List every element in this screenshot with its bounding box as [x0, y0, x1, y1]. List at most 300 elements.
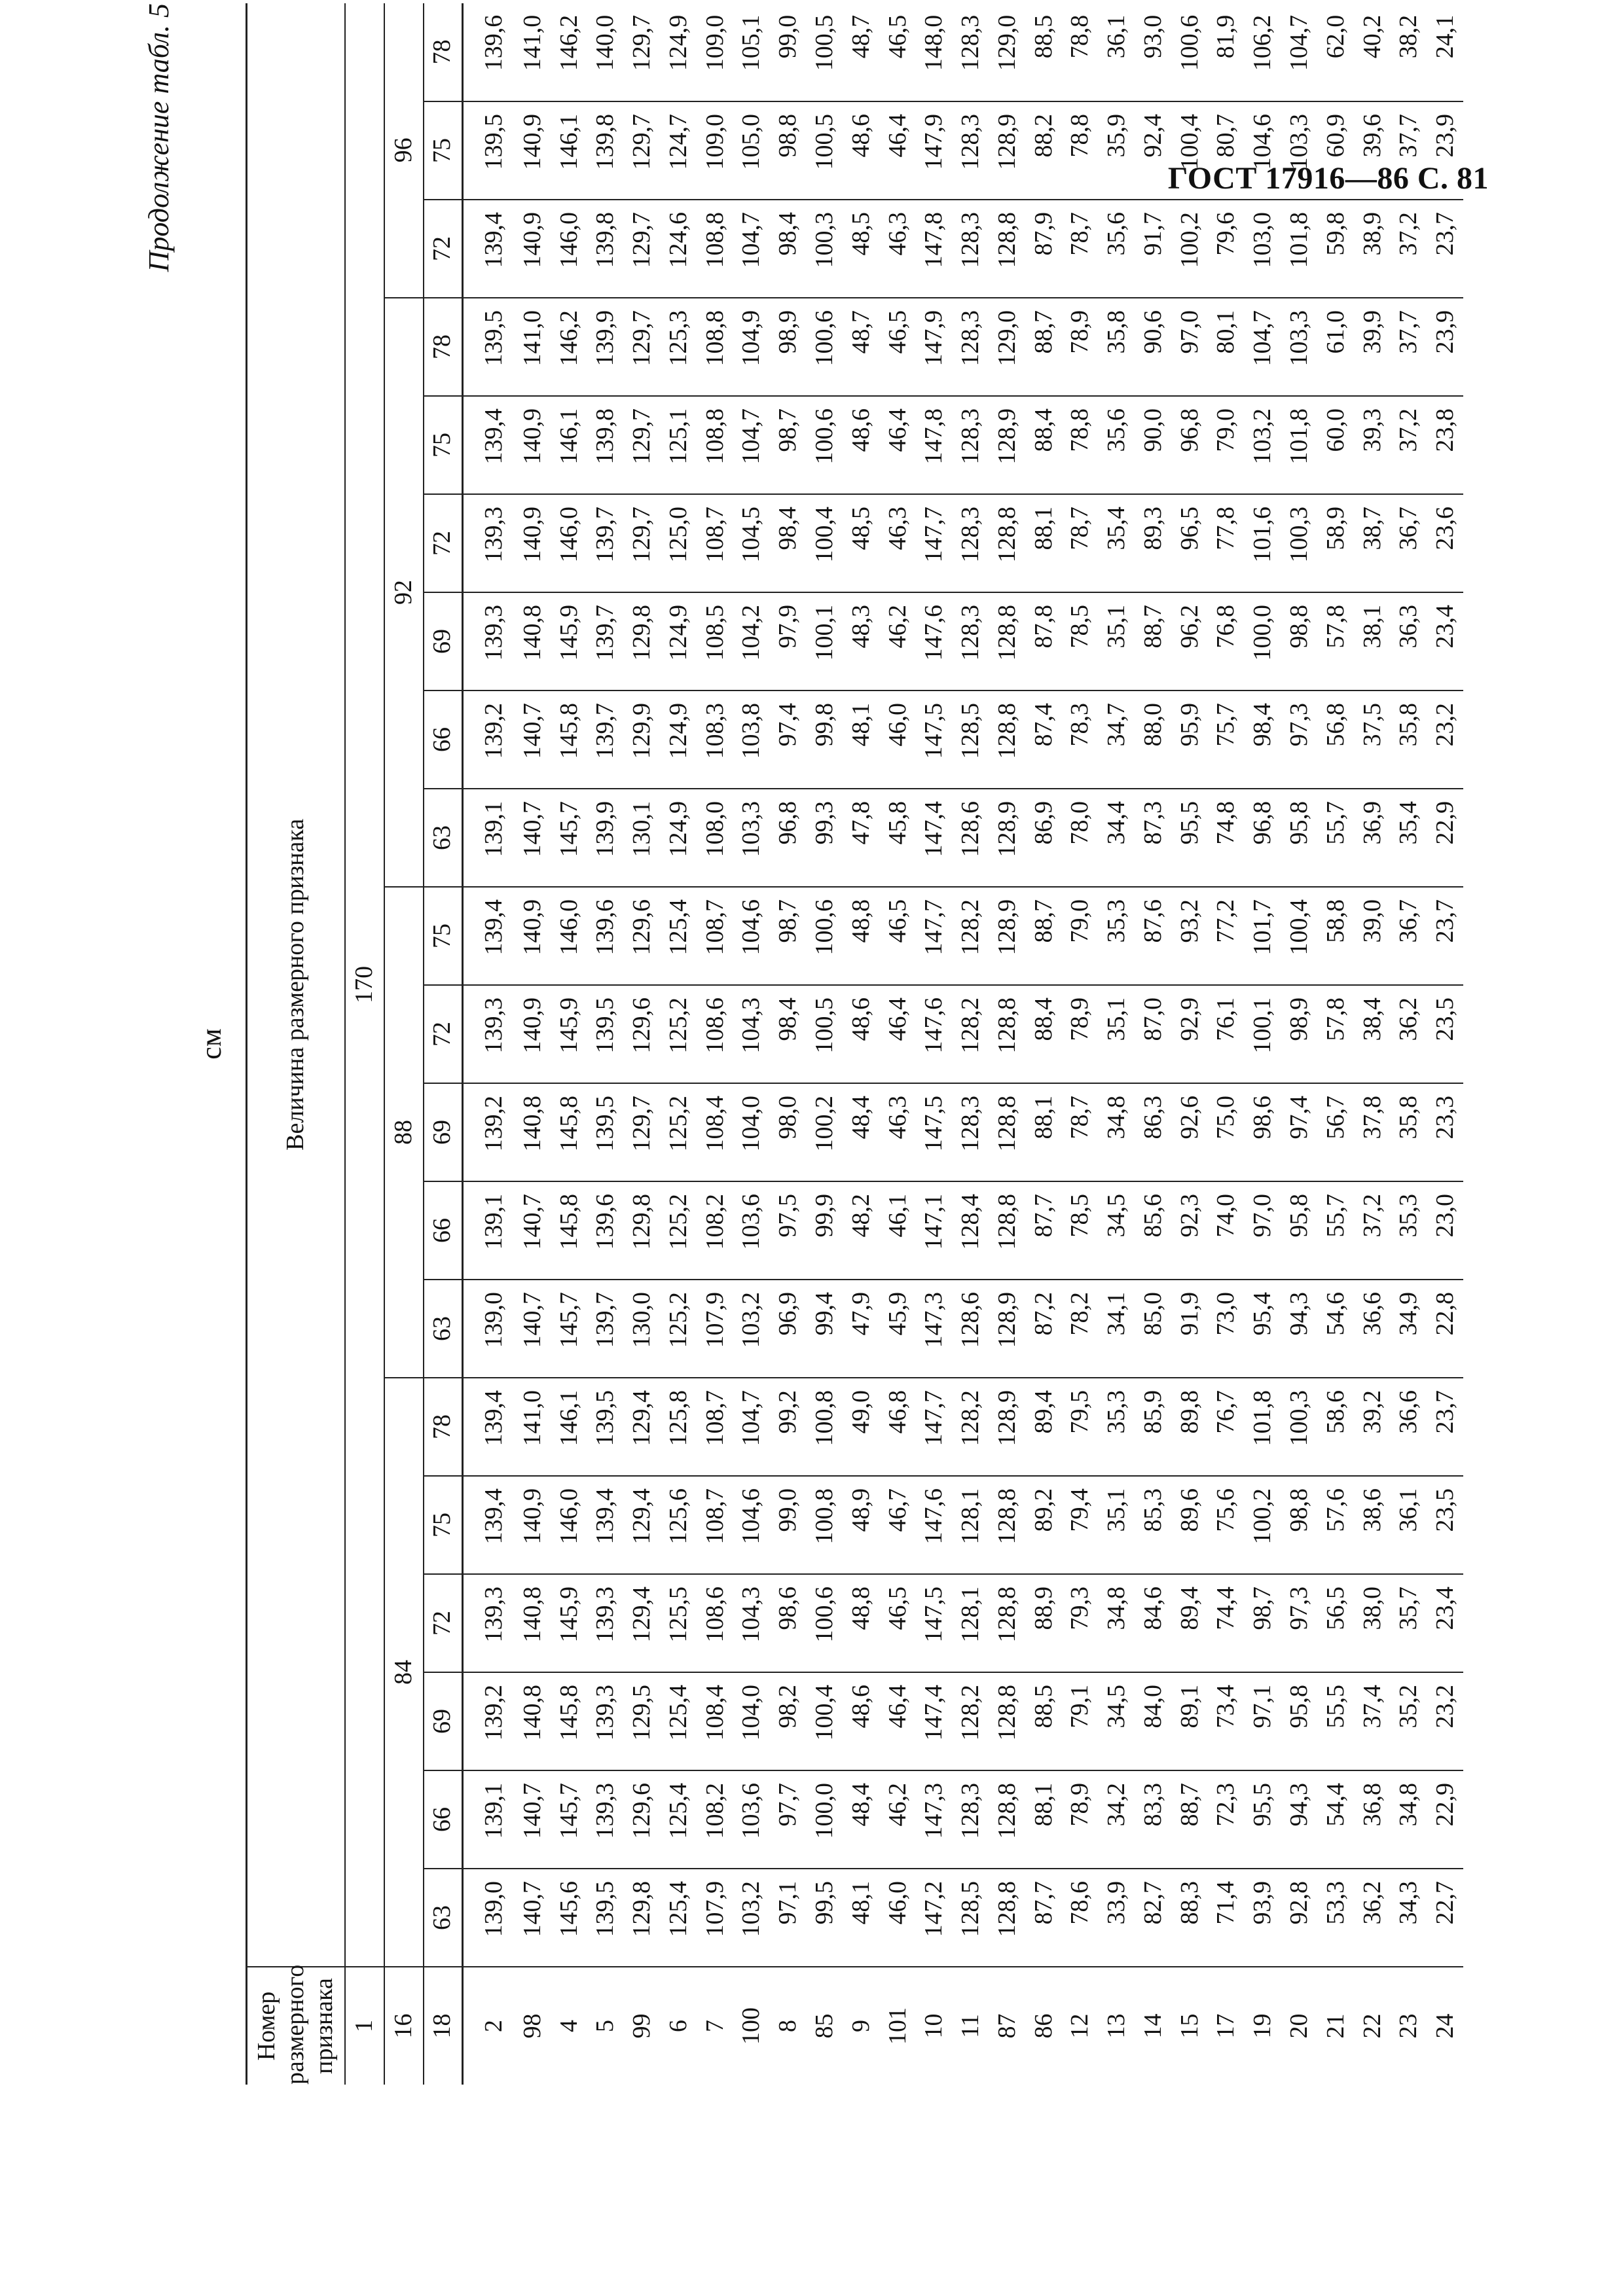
value-cell: 35,8: [1390, 691, 1427, 789]
value-cell: 95,5: [1244, 1770, 1281, 1869]
value-cell: 96,2: [1171, 592, 1208, 691]
row-id: 14: [1135, 1967, 1171, 2085]
value-cell: 145,7: [551, 1770, 587, 1869]
value-cell: 99,9: [806, 1181, 843, 1280]
value-cell: 58,9: [1317, 494, 1354, 592]
value-cell: 101,8: [1244, 1378, 1281, 1476]
value-cell: 100,6: [806, 298, 843, 396]
value-cell: 139,5: [587, 985, 624, 1083]
value-cell: 147,6: [915, 985, 952, 1083]
value-cell: 130,1: [623, 789, 660, 887]
column-header: 72: [424, 1574, 463, 1672]
value-cell: 128,9: [989, 789, 1025, 887]
column-header: 78: [424, 1378, 463, 1476]
value-cell: 98,8: [1281, 592, 1317, 691]
value-cell: 104,0: [733, 1083, 770, 1181]
value-cell: 147,9: [915, 101, 952, 200]
value-cell: 108,8: [697, 298, 733, 396]
value-cell: 104,3: [733, 1574, 770, 1672]
value-cell: 103,3: [733, 789, 770, 887]
value-cell: 141,0: [514, 298, 551, 396]
value-cell: 34,8: [1390, 1770, 1427, 1869]
row-id: 101: [879, 1967, 916, 2085]
value-cell: 48,1: [843, 1869, 879, 1967]
value-cell: 55,5: [1317, 1672, 1354, 1770]
value-cell: 109,0: [697, 101, 733, 200]
value-cell: 147,4: [915, 789, 952, 887]
value-cell: 100,2: [1171, 200, 1208, 298]
value-cell: 139,2: [463, 1083, 515, 1181]
value-cell: 48,9: [843, 1476, 879, 1574]
value-cell: 100,6: [806, 1574, 843, 1672]
value-cell: 89,4: [1171, 1574, 1208, 1672]
value-cell: 139,4: [587, 1476, 624, 1574]
value-cell: 108,4: [697, 1083, 733, 1181]
value-cell: 146,0: [551, 200, 587, 298]
value-cell: 99,2: [769, 1378, 806, 1476]
value-cell: 139,6: [479, 14, 507, 71]
value-cell: 36,2: [1354, 1869, 1391, 1967]
value-cell: 147,6: [915, 1476, 952, 1574]
value-cell: 79,0: [1208, 396, 1245, 494]
value-cell: 56,8: [1317, 691, 1354, 789]
column-header: 63: [424, 1869, 463, 1967]
value-cell: 62,0: [1321, 14, 1349, 59]
value-cell: 97,7: [769, 1770, 806, 1869]
value-cell: 146,0: [551, 887, 587, 985]
value-cell: 128,5: [952, 691, 989, 789]
value-cell: 100,6: [806, 887, 843, 985]
value-cell: 23,4: [1427, 592, 1463, 691]
value-cell: 148,0: [920, 14, 948, 71]
value-cell: 74,8: [1208, 789, 1245, 887]
value-cell: 48,2: [843, 1181, 879, 1280]
row-id: 22: [1354, 1967, 1391, 2085]
value-cell: 128,2: [952, 985, 989, 1083]
value-cell: 128,5: [952, 1869, 989, 1967]
value-cell: 129,4: [623, 1476, 660, 1574]
value-cell: 103,8: [733, 691, 770, 789]
row-id: 13: [1098, 1967, 1135, 2085]
value-cell: 99,4: [806, 1280, 843, 1378]
value-cell: 129,9: [623, 691, 660, 789]
value-cell: 139,0: [463, 1869, 515, 1967]
value-cell: 139,1: [463, 789, 515, 887]
row-id: 8: [769, 1967, 806, 2085]
group-header-170: 170: [345, 3, 384, 1967]
value-cell: 37,8: [1354, 1083, 1391, 1181]
value-cell: 22,7: [1427, 1869, 1463, 1967]
value-cell: 140,7: [514, 1181, 551, 1280]
value-cell: 104,0: [733, 1672, 770, 1770]
value-cell: 84,6: [1135, 1574, 1171, 1672]
value-cell: 98,0: [769, 1083, 806, 1181]
value-cell: 141,0: [518, 14, 546, 71]
value-cell: 83,3: [1135, 1770, 1171, 1869]
measurement-table: [246, 3, 1463, 2085]
value-cell: 140,9: [514, 1476, 551, 1574]
value-cell: 104,6: [733, 887, 770, 985]
value-cell: 128,3: [952, 1770, 989, 1869]
value-cell: 60,0: [1317, 396, 1354, 494]
value-cell: 129,7: [623, 298, 660, 396]
value-cell: 86,9: [1025, 789, 1062, 887]
value-cell: 93,0: [1139, 14, 1167, 59]
value-cell: 145,9: [551, 985, 587, 1083]
column-header: 75: [424, 101, 463, 200]
value-cell: 98,4: [1244, 691, 1281, 789]
value-cell: 79,6: [1208, 200, 1245, 298]
column-header: 69: [424, 592, 463, 691]
value-cell: 98,9: [769, 298, 806, 396]
row-id: 15: [1171, 1967, 1208, 2085]
value-cell: 105,1: [737, 14, 765, 71]
value-cell: 139,8: [587, 200, 624, 298]
value-cell: 139,2: [463, 691, 515, 789]
value-cell: 128,3: [952, 396, 989, 494]
value-cell: 139,7: [587, 1280, 624, 1378]
value-cell: 128,8: [989, 592, 1025, 691]
value-cell: 139,5: [587, 1378, 624, 1476]
value-cell: 34,9: [1390, 1280, 1427, 1378]
value-cell: 98,4: [769, 985, 806, 1083]
value-cell: 125,8: [660, 1378, 697, 1476]
value-cell: 125,2: [660, 1181, 697, 1280]
value-cell: 37,7: [1390, 298, 1427, 396]
subgroup-header-92: 92: [384, 298, 424, 887]
value-cell: 85,6: [1135, 1181, 1171, 1280]
value-cell: 100,5: [811, 14, 839, 71]
value-cell: 128,9: [989, 887, 1025, 985]
table-row: [769, 3, 806, 2085]
value-cell: 57,8: [1317, 985, 1354, 1083]
value-cell: 125,6: [660, 1476, 697, 1574]
value-cell: 129,7: [623, 1083, 660, 1181]
row-id: 24: [1427, 1967, 1463, 2085]
table-row: [915, 3, 952, 2085]
rotated-table-block: [143, 3, 1473, 2085]
value-cell: 139,3: [587, 1672, 624, 1770]
value-cell: 95,8: [1281, 1181, 1317, 1280]
value-cell: 145,7: [551, 789, 587, 887]
value-cell: 100,0: [806, 1770, 843, 1869]
value-cell: 100,6: [1175, 14, 1203, 71]
value-cell: 89,2: [1025, 1476, 1062, 1574]
value-cell: 101,6: [1244, 494, 1281, 592]
value-cell: 45,8: [879, 789, 916, 887]
value-cell: 72,3: [1208, 1770, 1245, 1869]
value-cell: 129,6: [623, 985, 660, 1083]
value-cell: 128,3: [952, 494, 989, 592]
value-cell: 88,7: [1171, 1770, 1208, 1869]
value-cell: 46,7: [879, 1476, 916, 1574]
value-cell: 147,6: [915, 592, 952, 691]
value-cell: 39,6: [1354, 101, 1391, 200]
value-cell: 107,9: [697, 1869, 733, 1967]
value-cell: 128,2: [952, 1378, 989, 1476]
value-cell: 128,8: [989, 1869, 1025, 1967]
value-cell: 98,4: [769, 494, 806, 592]
value-cell: 87,9: [1025, 200, 1062, 298]
value-cell: 106,2: [1249, 14, 1277, 71]
value-cell: 147,5: [915, 691, 952, 789]
value-cell: 36,1: [1103, 14, 1131, 59]
value-cell: 129,5: [623, 1672, 660, 1770]
value-cell: 78,8: [1062, 396, 1099, 494]
value-cell: 79,5: [1062, 1378, 1099, 1476]
value-cell: 48,6: [843, 1672, 879, 1770]
value-cell: 91,9: [1171, 1280, 1208, 1378]
value-cell: 98,2: [769, 1672, 806, 1770]
value-cell: 98,4: [769, 200, 806, 298]
row-id: 7: [697, 1967, 733, 2085]
row-id: 12: [1062, 1967, 1099, 2085]
value-cell: 129,7: [623, 101, 660, 200]
value-cell: 36,6: [1390, 1378, 1427, 1476]
value-cell: 35,6: [1098, 396, 1135, 494]
column-header: 72: [424, 494, 463, 592]
value-cell: 46,2: [879, 592, 916, 691]
value-cell: 130,0: [623, 1280, 660, 1378]
value-cell: 97,0: [1171, 298, 1208, 396]
value-cell: 78,3: [1062, 691, 1099, 789]
value-cell: 34,7: [1098, 691, 1135, 789]
value-cell: 103,6: [733, 1181, 770, 1280]
value-cell: 87,3: [1135, 789, 1171, 887]
value-cell: 85,0: [1135, 1280, 1171, 1378]
row-id: 9: [843, 1967, 879, 2085]
table-row: [623, 3, 660, 2085]
value-cell: 36,8: [1354, 1770, 1391, 1869]
value-cell: 78,7: [1062, 1083, 1099, 1181]
column-header: 63: [424, 1280, 463, 1378]
value-cell: 98,6: [769, 1574, 806, 1672]
value-cell: 128,6: [952, 789, 989, 887]
table-row: [1025, 3, 1062, 2085]
column-header: 66: [424, 1181, 463, 1280]
value-cell: 101,8: [1281, 200, 1317, 298]
row-id: 19: [1244, 1967, 1281, 2085]
value-cell: 23,7: [1427, 200, 1463, 298]
value-cell: 39,9: [1354, 298, 1391, 396]
value-cell: 139,9: [587, 789, 624, 887]
value-cell: 101,8: [1281, 396, 1317, 494]
value-cell: 104,2: [733, 592, 770, 691]
value-cell: 48,5: [843, 200, 879, 298]
value-cell: 128,6: [952, 1280, 989, 1378]
value-cell: 22,8: [1427, 1280, 1463, 1378]
table-row: [1098, 3, 1135, 2085]
value-cell: 48,3: [843, 592, 879, 691]
value-cell: 92,6: [1171, 1083, 1208, 1181]
value-cell: 100,2: [1244, 1476, 1281, 1574]
value-cell: 128,3: [952, 200, 989, 298]
value-cell: 35,4: [1098, 494, 1135, 592]
value-cell: 36,7: [1390, 887, 1427, 985]
value-cell: 95,4: [1244, 1280, 1281, 1378]
continuation-note: Продолжение табл. 5: [143, 3, 175, 272]
value-cell: 48,5: [843, 494, 879, 592]
table-row: [551, 3, 587, 2085]
value-cell: 140,9: [514, 494, 551, 592]
value-cell: 128,1: [952, 1476, 989, 1574]
value-cell: 39,2: [1354, 1378, 1391, 1476]
value-cell: 146,2: [555, 14, 583, 71]
value-cell: 77,2: [1208, 887, 1245, 985]
value-cell: 128,9: [989, 1280, 1025, 1378]
value-cell: 139,5: [587, 1869, 624, 1967]
value-cell: 35,8: [1098, 298, 1135, 396]
value-cell: 89,4: [1025, 1378, 1062, 1476]
value-cell: 84,0: [1135, 1672, 1171, 1770]
value-cell: 23,3: [1427, 1083, 1463, 1181]
table-row: [952, 3, 989, 2085]
value-cell: 34,5: [1098, 1181, 1135, 1280]
table-row: [843, 3, 879, 2085]
value-cell: 87,6: [1135, 887, 1171, 985]
value-cell: 35,3: [1390, 1181, 1427, 1280]
value-cell: 46,4: [879, 985, 916, 1083]
value-cell: 100,2: [806, 1083, 843, 1181]
value-cell: 146,0: [551, 494, 587, 592]
value-cell: 58,6: [1317, 1378, 1354, 1476]
value-cell: 78,8: [1062, 101, 1099, 200]
value-cell: 35,2: [1390, 1672, 1427, 1770]
value-cell: 98,7: [1244, 1574, 1281, 1672]
value-cell: 34,2: [1098, 1770, 1135, 1869]
row-id: 10: [915, 1967, 952, 2085]
value-cell: 39,3: [1354, 396, 1391, 494]
value-cell: 140,7: [514, 691, 551, 789]
value-cell: 40,2: [1358, 14, 1386, 59]
value-cell: 129,4: [623, 1378, 660, 1476]
value-cell: 88,7: [1025, 298, 1062, 396]
value-cell: 139,6: [587, 887, 624, 985]
value-cell: 100,4: [1281, 887, 1317, 985]
subgroup-header-84: 84: [384, 1378, 424, 1967]
value-cell: 139,9: [587, 298, 624, 396]
value-cell: 76,8: [1208, 592, 1245, 691]
value-cell: 36,1: [1390, 1476, 1427, 1574]
table-row: [697, 3, 733, 2085]
value-cell: 87,8: [1025, 592, 1062, 691]
value-cell: 36,7: [1390, 494, 1427, 592]
value-cell: 104,7: [1244, 298, 1281, 396]
value-cell: 34,8: [1098, 1083, 1135, 1181]
value-cell: 96,5: [1171, 494, 1208, 592]
value-cell: 46,4: [879, 101, 916, 200]
value-cell: 104,7: [733, 200, 770, 298]
value-cell: 103,2: [733, 1869, 770, 1967]
value-cell: 100,3: [806, 200, 843, 298]
value-cell: 78,9: [1062, 1770, 1099, 1869]
value-cell: 104,7: [733, 396, 770, 494]
value-cell: 125,4: [660, 1770, 697, 1869]
value-cell: 139,3: [587, 1574, 624, 1672]
value-cell: 74,4: [1208, 1574, 1245, 1672]
value-cell: 140,0: [591, 14, 619, 71]
value-cell: 23,4: [1427, 1574, 1463, 1672]
value-cell: 145,9: [551, 592, 587, 691]
value-cell: 47,8: [843, 789, 879, 887]
value-cell: 139,0: [463, 1280, 515, 1378]
value-cell: 125,0: [660, 494, 697, 592]
value-cell: 125,4: [660, 887, 697, 985]
value-cell: 140,9: [514, 200, 551, 298]
value-cell: 108,8: [697, 396, 733, 494]
value-cell: 88,3: [1171, 1869, 1208, 1967]
value-cell: 139,5: [463, 101, 515, 200]
value-cell: 139,7: [587, 691, 624, 789]
value-cell: 77,8: [1208, 494, 1245, 592]
value-cell: 78,0: [1062, 789, 1099, 887]
value-cell: 94,3: [1281, 1280, 1317, 1378]
table-row: [1354, 3, 1391, 2085]
value-cell: 139,4: [463, 887, 515, 985]
value-cell: 139,3: [587, 1770, 624, 1869]
value-cell: 36,6: [1354, 1280, 1391, 1378]
value-cell: 87,7: [1025, 1869, 1062, 1967]
value-cell: 48,4: [843, 1770, 879, 1869]
value-cell: 147,2: [915, 1869, 952, 1967]
value-cell: 61,0: [1317, 298, 1354, 396]
value-cell: 23,9: [1427, 101, 1463, 200]
value-cell: 37,2: [1354, 1181, 1391, 1280]
value-cell: 100,1: [1244, 985, 1281, 1083]
value-cell: 73,4: [1208, 1672, 1245, 1770]
value-cell: 100,8: [806, 1476, 843, 1574]
value-cell: 48,6: [843, 985, 879, 1083]
value-cell: 88,4: [1025, 396, 1062, 494]
value-cell: 46,0: [879, 691, 916, 789]
value-cell: 147,7: [915, 887, 952, 985]
value-cell: 139,4: [463, 200, 515, 298]
value-cell: 35,7: [1390, 1574, 1427, 1672]
value-cell: 109,0: [701, 14, 729, 71]
value-cell: 96,8: [769, 789, 806, 887]
value-cell: 104,3: [733, 985, 770, 1083]
value-cell: 86,3: [1135, 1083, 1171, 1181]
row-id: 6: [660, 1967, 697, 2085]
row-id: 98: [514, 1967, 551, 2085]
value-cell: 87,0: [1135, 985, 1171, 1083]
value-cell: 37,5: [1354, 691, 1391, 789]
value-cell: 46,0: [879, 1869, 916, 1967]
value-cell: 93,9: [1244, 1869, 1281, 1967]
value-cell: 54,6: [1317, 1280, 1354, 1378]
value-cell: 48,8: [843, 1574, 879, 1672]
value-cell: 147,4: [915, 1672, 952, 1770]
value-cell: 139,3: [463, 494, 515, 592]
value-cell: 107,9: [697, 1280, 733, 1378]
value-cell: 100,3: [1281, 494, 1317, 592]
value-cell: 139,5: [587, 1083, 624, 1181]
value-cell: 46,4: [879, 1672, 916, 1770]
value-cell: 128,8: [989, 1672, 1025, 1770]
value-cell: 108,5: [697, 592, 733, 691]
value-cell: 108,6: [697, 985, 733, 1083]
value-cell: 56,7: [1317, 1083, 1354, 1181]
value-cell: 105,0: [733, 101, 770, 200]
row-id: 86: [1025, 1967, 1062, 2085]
value-cell: 141,0: [514, 1378, 551, 1476]
row-label-16: 16: [384, 1967, 424, 2085]
value-cell: 128,3: [952, 592, 989, 691]
value-cell: 145,8: [551, 691, 587, 789]
value-cell: 147,9: [915, 298, 952, 396]
table-row: [587, 3, 624, 2085]
value-cell: 145,8: [551, 1672, 587, 1770]
